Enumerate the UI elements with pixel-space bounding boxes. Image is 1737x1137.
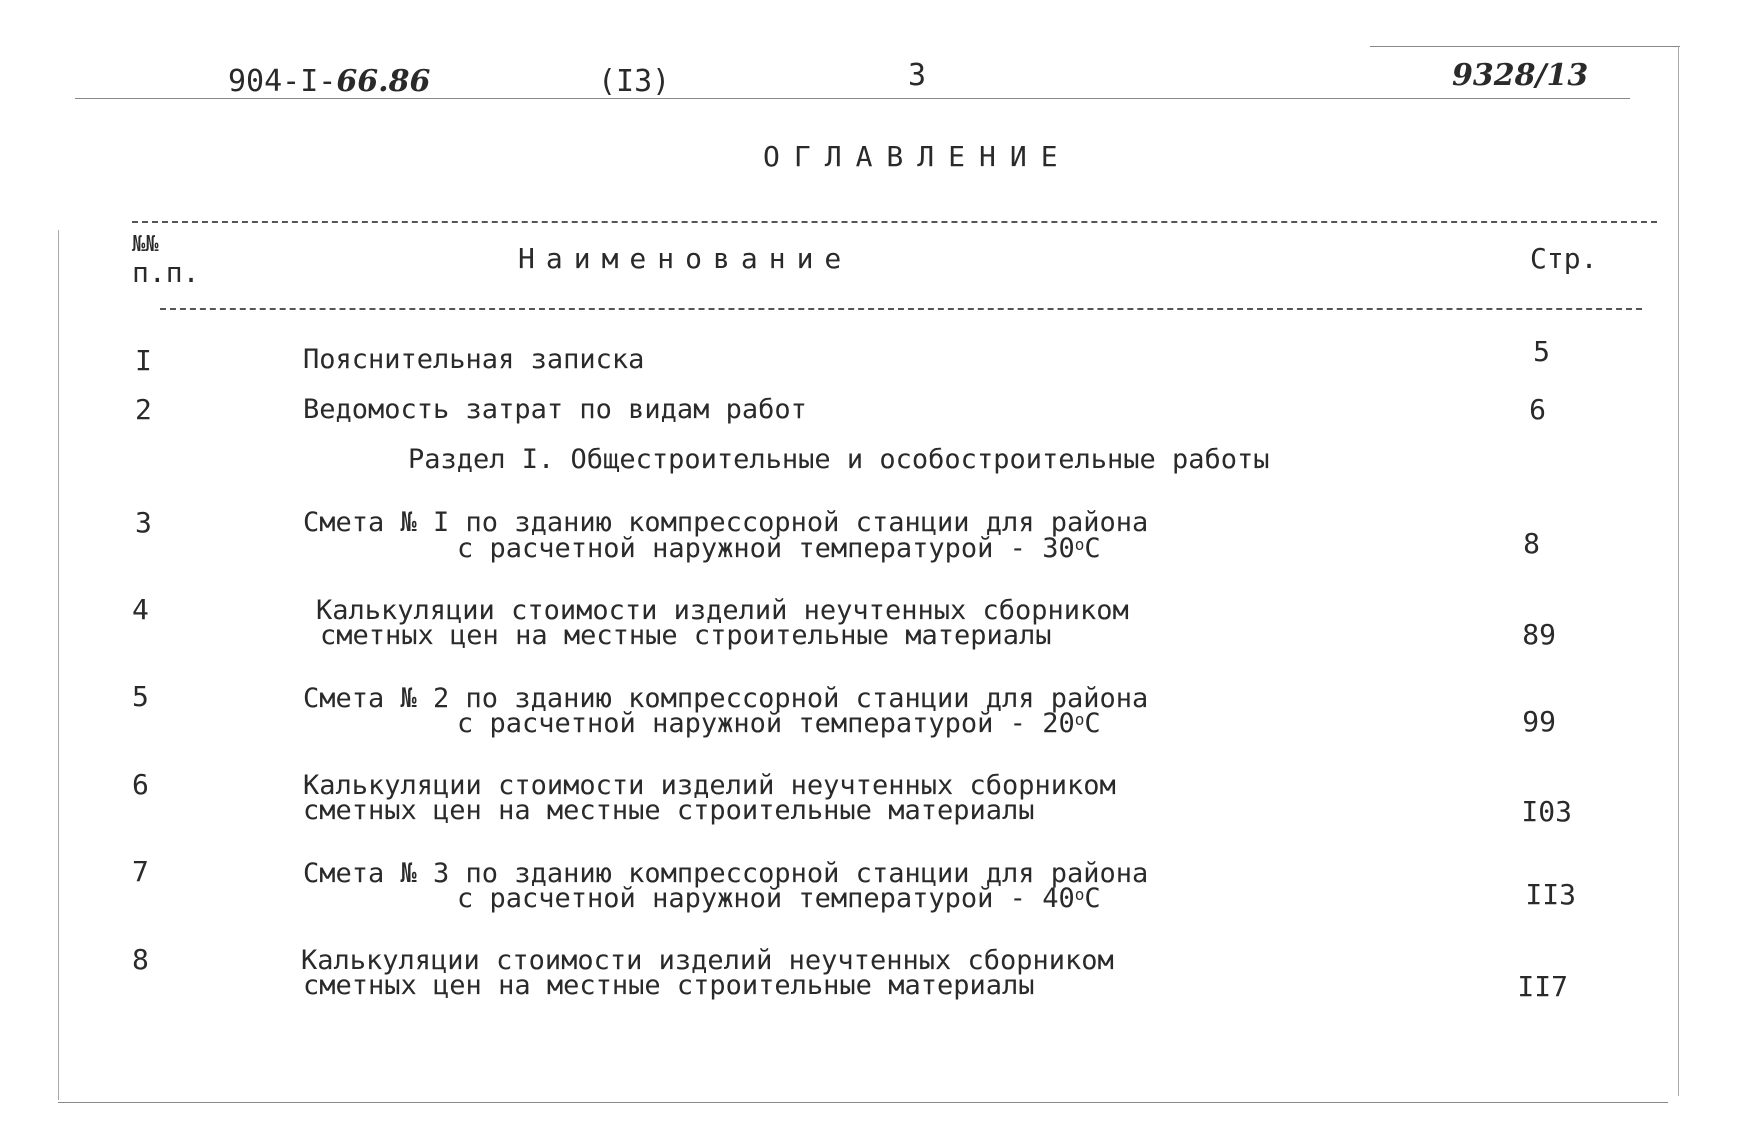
document-code-handwritten: 66.86 — [336, 64, 431, 99]
column-name: Наименование — [518, 242, 853, 275]
row-8-page: II7 — [1517, 970, 1568, 1003]
row-8-title-line2: сметных цен на местные строительные материалы — [303, 970, 1035, 1001]
degree-mark: о — [1074, 885, 1085, 904]
row-6-title-line2: сметных цен на местные строительные материалы — [303, 795, 1035, 826]
toc-title: ОГЛАВЛЕНИЕ — [763, 140, 1072, 173]
row-7-title-line2 — [457, 885, 1101, 912]
row-4-title-line1: Калькуляции стоимости изделий неучтенных сборником — [316, 595, 1129, 626]
sheet-label: (I3) — [598, 64, 671, 99]
header-bottom-dashed-rule — [160, 308, 1642, 310]
document-code-printed: 904-I- — [228, 64, 337, 99]
row-8-number: 8 — [132, 943, 149, 976]
section-heading: Раздел I. Общестроительные и особостроительные работы — [408, 444, 1270, 475]
row-5-temperature-text: с расчетной наружной температурой - 20 — [457, 708, 1075, 739]
row-7-temperature-text: с расчетной наружной температурой - 40 — [457, 883, 1075, 914]
degree-mark: о — [1074, 710, 1085, 729]
archive-number: 9328/13 — [1452, 58, 1589, 93]
top-right-frame-line — [1370, 46, 1680, 47]
row-5-title-line1: Смета № 2 по зданию компрессорной станции для района — [303, 683, 1149, 714]
row-2-title: Ведомость затрат по видам работ — [303, 394, 807, 425]
row-4-page: 89 — [1522, 618, 1556, 651]
row-1-number: I — [135, 344, 152, 377]
column-page: Стр. — [1530, 242, 1598, 275]
row-3-unit: С — [1084, 533, 1101, 564]
row-3-temperature-text: с расчетной наружной температурой - 30 — [457, 533, 1075, 564]
row-5-number: 5 — [132, 680, 149, 713]
document-code — [228, 64, 430, 99]
row-3-title-line1: Смета № I по зданию компрессорной станции для района — [303, 507, 1149, 538]
row-5-page: 99 — [1522, 705, 1556, 738]
row-4-title-line2: сметных цен на местные строительные материалы — [320, 620, 1052, 651]
row-6-number: 6 — [132, 768, 149, 801]
row-2-number: 2 — [135, 393, 152, 426]
row-1-page: 5 — [1533, 335, 1550, 368]
row-5-title-line2 — [457, 710, 1101, 737]
row-6-page: I03 — [1521, 795, 1572, 828]
row-2-page: 6 — [1529, 393, 1546, 426]
row-8-title-line1: Калькуляции стоимости изделий неучтенных сборником — [301, 945, 1114, 976]
row-7-page: II3 — [1525, 878, 1576, 911]
row-7-title-line1: Смета № 3 по зданию компрессорной станции для района — [303, 858, 1149, 889]
row-3-page: 8 — [1523, 527, 1540, 560]
column-num-line2: п.п. — [132, 256, 200, 289]
row-1-title: Пояснительная записка — [303, 344, 645, 375]
degree-mark: о — [1074, 535, 1085, 554]
page-number: 3 — [908, 58, 927, 93]
header-top-dashed-rule — [132, 221, 1657, 223]
left-frame-line — [58, 230, 59, 1100]
row-5-unit: С — [1084, 708, 1101, 739]
right-frame-line — [1678, 46, 1679, 1096]
column-num-line1: №№ — [132, 232, 159, 257]
bottom-frame-line — [58, 1102, 1668, 1103]
row-4-number: 4 — [132, 593, 149, 626]
row-7-number: 7 — [132, 855, 149, 888]
row-3-title-line2 — [457, 535, 1101, 562]
row-7-unit: С — [1084, 883, 1101, 914]
row-3-number: 3 — [135, 506, 152, 539]
row-6-title-line1: Калькуляции стоимости изделий неучтенных сборником — [303, 770, 1116, 801]
